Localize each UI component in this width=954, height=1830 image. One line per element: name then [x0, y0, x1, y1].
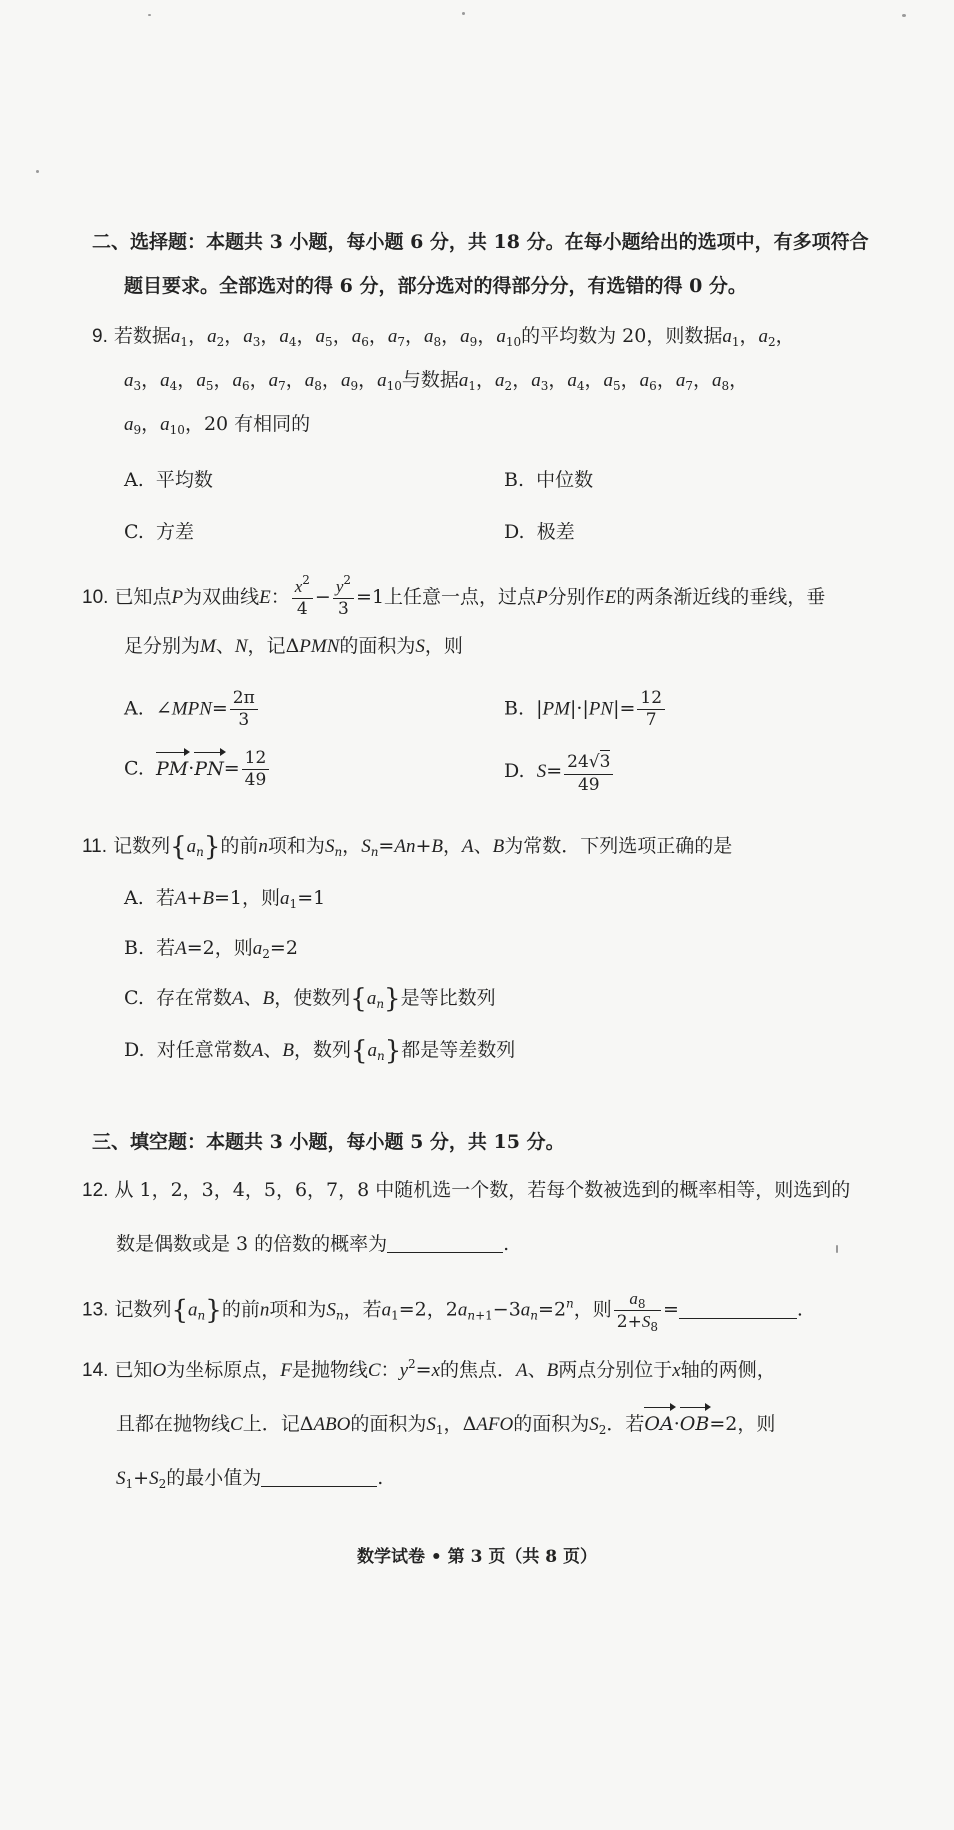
option-label: C.	[124, 987, 144, 1009]
option-text: ，则	[242, 887, 281, 909]
q13-text: ，若	[343, 1298, 382, 1321]
q9-option-c	[124, 518, 194, 546]
q11-option-b: B. 若A=2，则$a_2=2$	[124, 937, 298, 961]
q14-line-1: 14. 已知O为坐标原点，F是抛物线C：$y^2=x$的焦点．A、B两点分别位于x轴的两侧，	[82, 1357, 776, 1381]
fraction: $\frac{12}{7}$	[637, 690, 665, 729]
q11-option-d: D. 对任意常数A、B，数列$\{a_n\}$都是等差数列	[124, 1036, 516, 1066]
q14-text: 轴的两侧，	[680, 1359, 776, 1381]
q14-text: 的最小值为	[166, 1467, 262, 1489]
option-text: 都是等差数列	[401, 1039, 516, 1061]
option-label: D.	[124, 1039, 145, 1061]
option-label: C.	[124, 757, 144, 780]
scan-speck	[902, 14, 906, 17]
option-label: B.	[124, 937, 145, 959]
q9-option-a	[124, 466, 213, 494]
q14-text: 的面积为	[350, 1413, 427, 1435]
option-label: B.	[504, 469, 525, 491]
option-label: D.	[504, 760, 525, 782]
q14-text: ，则	[737, 1413, 776, 1435]
q9-text: 与数据	[401, 369, 459, 391]
scan-speck	[36, 170, 39, 173]
q11-option-a: A. 若A+B=1，则$a_1=1$	[124, 887, 326, 911]
option-text: 若	[156, 937, 176, 959]
q11-text: 为常数．下列选项正确的是	[504, 835, 733, 857]
q9-line-3: $a_9$，$a_{10}$，20 有相同的	[124, 413, 311, 437]
q13-line-1: 13. 记数列$\{a_n\}$的前n项和为$S_n$，若$a_1=2$，$2a_{n+1}-3a_n=2^n$，则 $\frac{a_8}{2+S_8}$ = .	[82, 1289, 803, 1334]
option-label: A.	[124, 887, 144, 909]
option-text: 存在常数	[156, 987, 233, 1009]
q10-text: 分别作	[547, 586, 605, 608]
q10-text: 的两条渐近线的垂线，垂	[616, 586, 826, 608]
question-number: 10.	[82, 587, 109, 608]
option-text: ，则	[214, 937, 253, 959]
q11-option-c: C. 存在常数A、B，使数列$\{a_n\}$是等比数列	[124, 984, 496, 1014]
q14-text: 且都在抛物线	[116, 1413, 231, 1435]
option-label: B.	[504, 697, 525, 720]
q14-text: ，	[443, 1413, 463, 1435]
scan-speck	[148, 14, 151, 16]
q10-text: ，则	[424, 635, 463, 657]
q12-text: 数是偶数或是 3 的倍数的概率为	[116, 1233, 388, 1255]
q10-option-b: B. |PM|·|PN|= $\frac{12}{7}$	[504, 690, 667, 729]
q14-text: 为坐标原点，	[166, 1359, 281, 1381]
q14-line-2: 且都在抛物线C上．记ΔABO的面积为$S_1$，ΔAFO的面积为$S_2$．若OA·OB=2，则	[116, 1410, 775, 1439]
q10-text: ，记	[247, 635, 286, 657]
question-number: 14.	[82, 1360, 109, 1381]
option-label: A.	[124, 469, 144, 491]
q9-text: 20 有相同的	[203, 413, 311, 435]
fraction: $\frac{12}{49}$	[242, 750, 270, 789]
section-2-instructions: 题目要求。全部选对的得 6 分，部分选对的得部分分，有选错的得 0 分。	[124, 275, 747, 297]
q11-line-1: 11. 记数列$\{a_n\}$的前n项和为$S_n$，$S_n=An+B$，A、B为常数．下列选项正确的是	[82, 832, 733, 862]
q14-text: 的焦点．	[440, 1359, 517, 1381]
fraction: $\frac{2\pi}{3}$	[230, 690, 258, 729]
q9-line-1: 9. 若数据$a_1$，$a_2$，$a_3$，$a_4$，$a_5$，$a_6$，$a_7$，$a_8$，$a_9$，$a_{10}$的平均数为 20，则数据$a_1$，$a_2$，	[92, 325, 795, 349]
q13-text: 项和为	[269, 1298, 327, 1321]
q13-text: 记数列	[114, 1298, 172, 1321]
option-text: 平均数	[155, 469, 213, 491]
q10-line-2: 足分别为M、N，记ΔPMN的面积为S，则	[124, 635, 463, 657]
q9-text: 的平均数为 20，则数据	[521, 325, 723, 347]
option-label: A.	[124, 697, 144, 720]
q14-line-3: $S_1+S_2$的最小值为 .	[116, 1467, 384, 1491]
q11-text: 项和为	[267, 835, 325, 857]
question-number: 12.	[82, 1180, 109, 1201]
q10-line-1: 10. 已知点P为双曲线E： $\frac{x^2}{4}$ − $\frac{y^2}{3}$ =1上任意一点，过点P分别作E的两条渐近线的垂线，垂	[82, 573, 826, 619]
option-text: 对任意常数	[156, 1039, 252, 1061]
fraction: $\frac{y^2}{3}$	[333, 578, 354, 618]
option-label: D.	[504, 521, 525, 543]
option-text: 若	[155, 887, 175, 909]
question-number: 13.	[82, 1299, 109, 1321]
q10-text: 的面积为	[339, 635, 416, 657]
q9-option-b	[504, 466, 593, 494]
q12-text: 从 1，2，3，4，5，6，7，8 中随机选一个数，若每个数被选到的概率相等，则选到的	[114, 1179, 851, 1201]
q11-text: 记数列	[113, 835, 171, 857]
option-text: 是等比数列	[400, 987, 496, 1009]
q14-text: 的面积为	[513, 1413, 590, 1435]
answer-blank[interactable]	[679, 1298, 797, 1319]
q13-text: ，则	[573, 1298, 612, 1321]
q10-text: 已知点	[114, 586, 172, 608]
q11-text: 的前	[220, 835, 259, 857]
scan-speck	[836, 1245, 838, 1253]
q10-text: 足分别为	[124, 635, 201, 657]
section-2-heading: 二、选择题：本题共 3 小题，每小题 6 分，共 18 分。在每小题给出的选项中，有多项符合	[92, 231, 869, 253]
section-3-heading: 三、填空题：本题共 3 小题，每小题 5 分，共 15 分。	[92, 1131, 565, 1153]
option-text: ，数列	[293, 1039, 351, 1061]
page-footer: 数学试卷 • 第 3 页（共 8 页）	[356, 1547, 598, 1567]
q14-text: ．若	[606, 1413, 645, 1435]
scan-speck	[462, 12, 465, 15]
q12-line-2: 数是偶数或是 3 的倍数的概率为 .	[116, 1233, 510, 1255]
q13-text: 的前	[221, 1298, 260, 1321]
q10-option-d: D. S= $\frac{24√3}{49}$	[504, 750, 615, 794]
q9-text: 若数据	[113, 325, 171, 347]
fraction: $\frac{24√3}{49}$	[564, 750, 613, 794]
q14-text: 上．记	[242, 1413, 300, 1435]
option-text: 方差	[156, 521, 195, 543]
q14-text: 已知	[114, 1359, 153, 1381]
option-text: ，使数列	[274, 987, 351, 1009]
option-text: 极差	[536, 521, 575, 543]
option-text: 中位数	[536, 469, 594, 491]
q10-option-a: A. ∠MPN= $\frac{2\pi}{3}$	[124, 690, 260, 729]
q10-text: 为双曲线	[183, 586, 260, 608]
q14-text: 是抛物线	[291, 1359, 368, 1381]
q9-option-d	[504, 518, 575, 546]
q10-text: 上任意一点，过点	[384, 586, 537, 608]
fraction: $\frac{x^2}{4}$	[292, 578, 313, 618]
option-label: C.	[124, 521, 144, 543]
q10-option-c: C. PM·PN= $\frac{12}{49}$	[124, 750, 271, 789]
answer-blank[interactable]	[261, 1466, 377, 1487]
q9-line-2: $a_3$，$a_4$，$a_5$，$a_6$，$a_7$，$a_8$，$a_9$，$a_{10}$与数据$a_1$，$a_2$，$a_3$，$a_4$，$a_5$，$a_6$，$a_7$，$a_8$，	[124, 369, 749, 393]
question-number: 9.	[92, 326, 108, 347]
answer-blank[interactable]	[387, 1232, 503, 1253]
question-number: 11.	[82, 836, 108, 857]
fraction: $\frac{a_8}{2+S_8}$	[614, 1290, 661, 1331]
q12-line-1	[82, 1176, 850, 1205]
q14-text: 两点分别位于	[558, 1359, 673, 1381]
